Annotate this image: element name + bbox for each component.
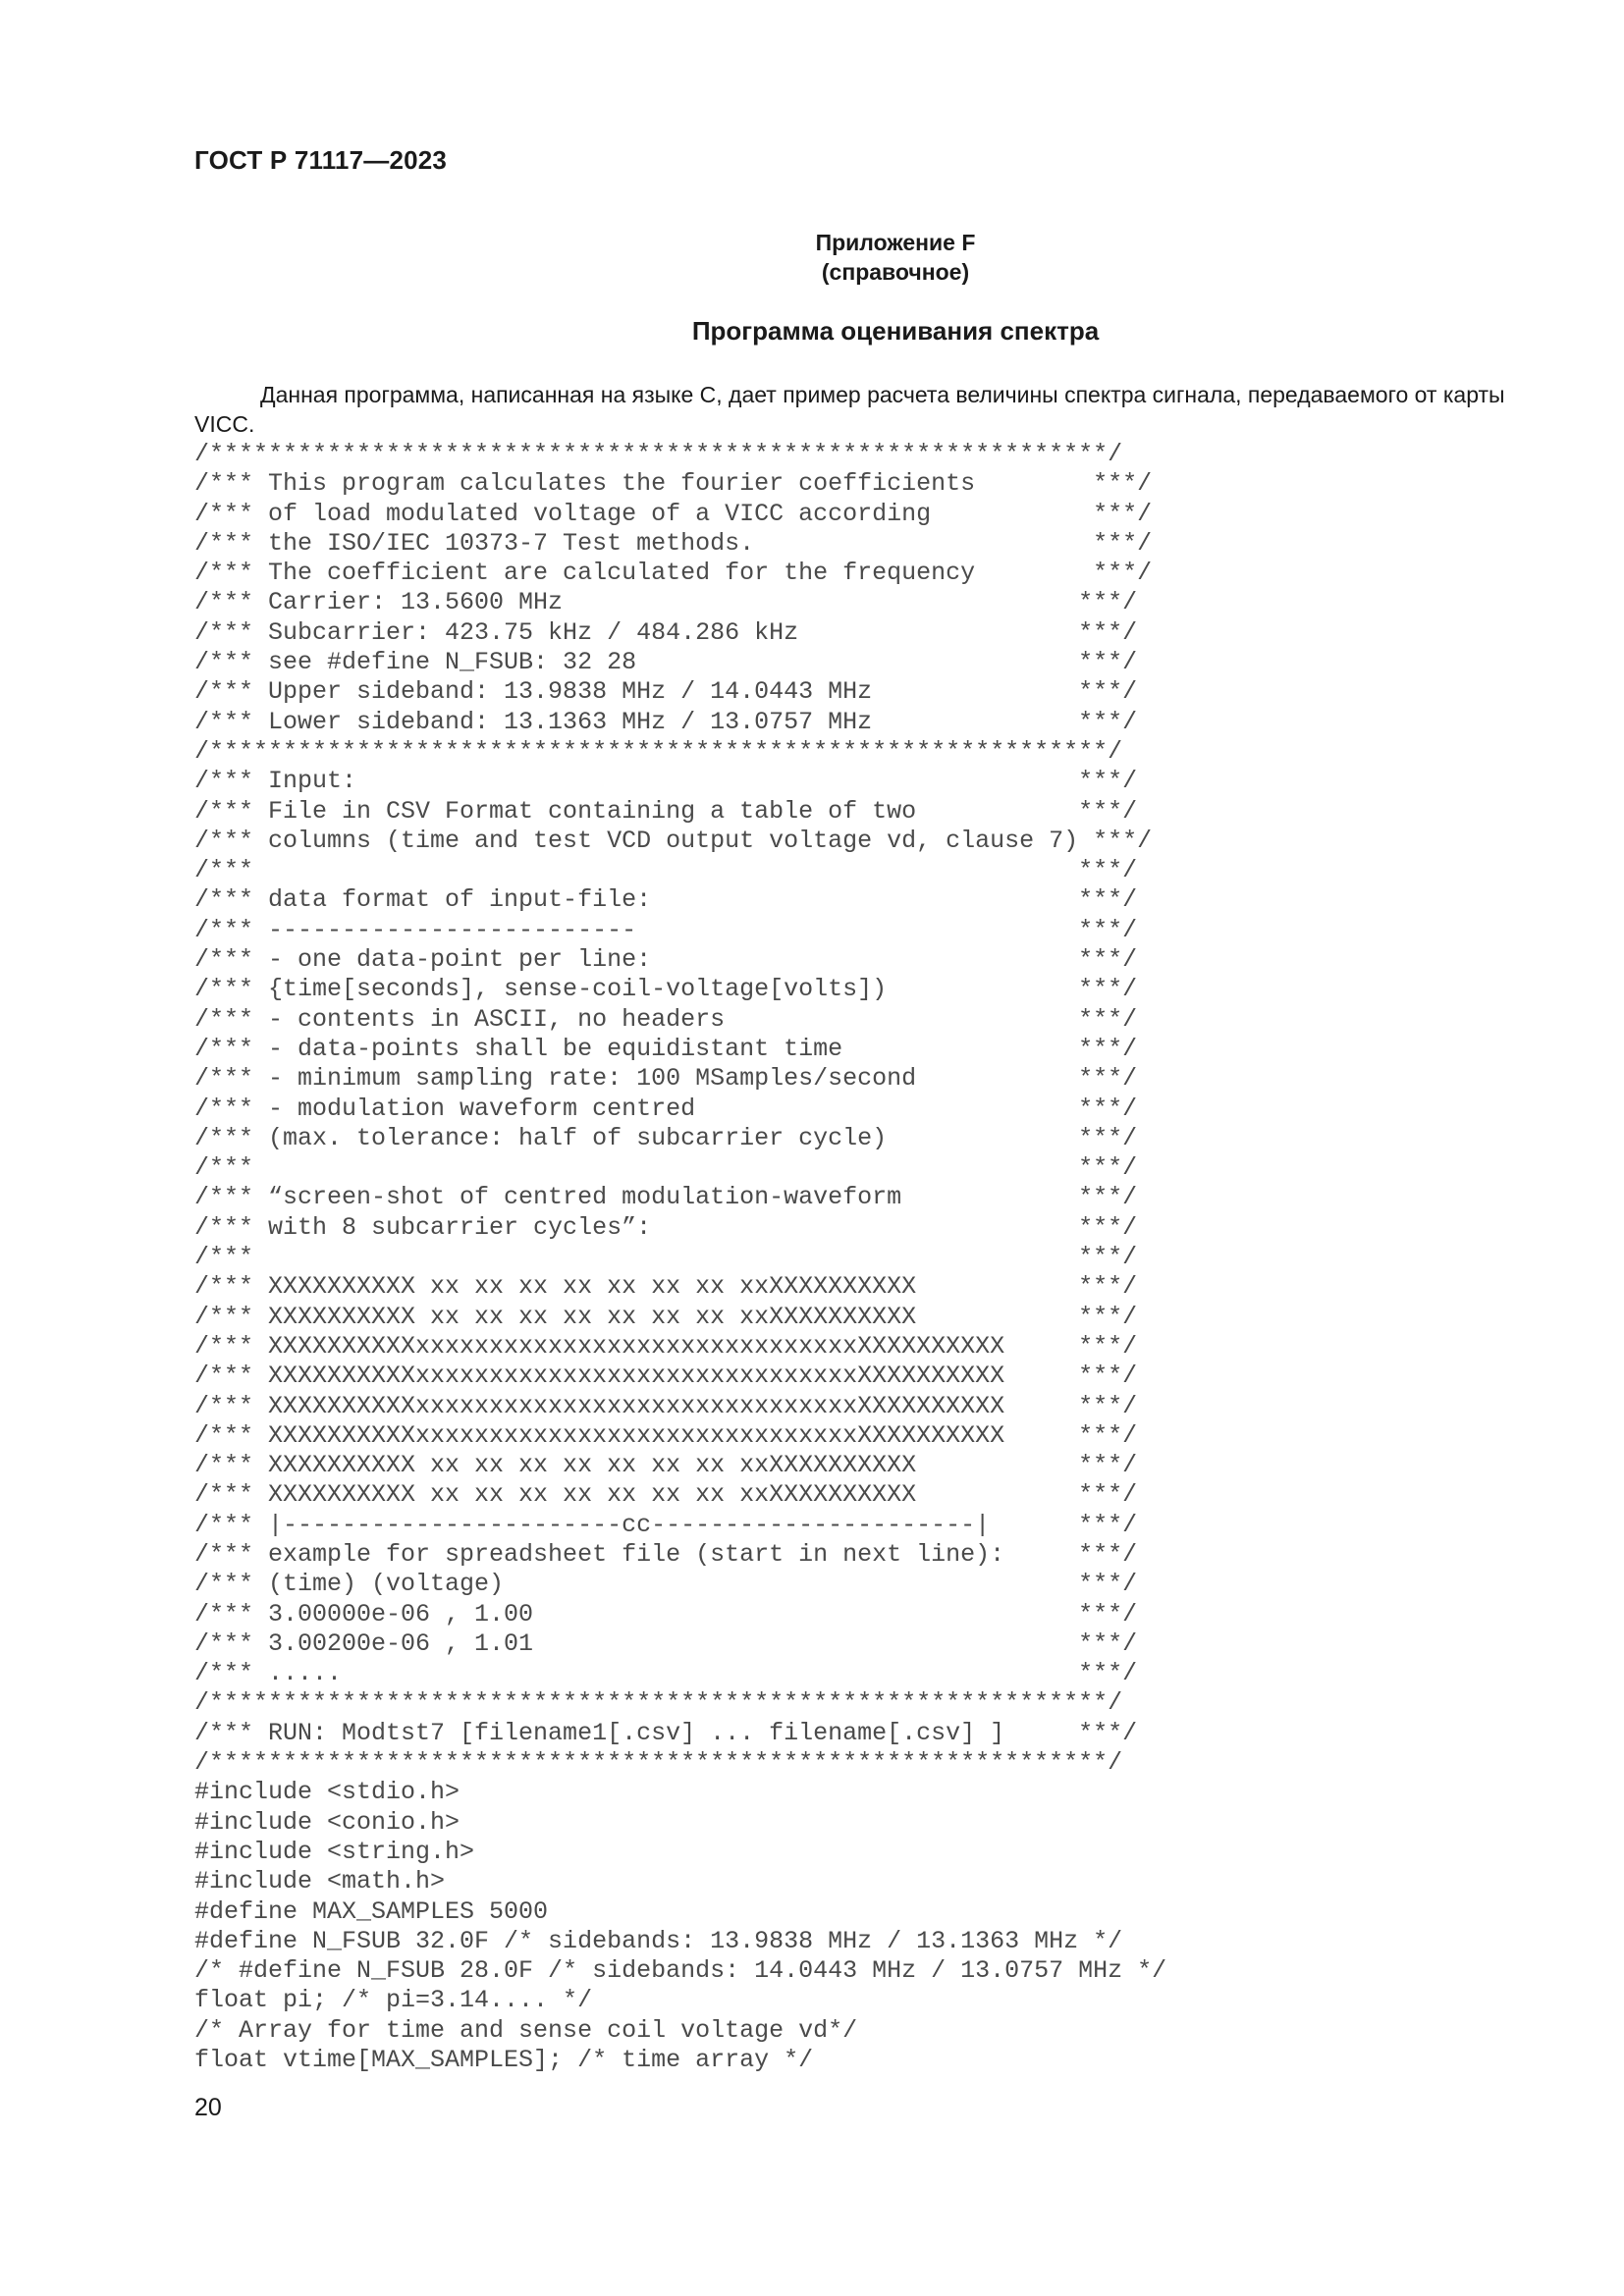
code-line: #include <string.h>	[194, 1837, 475, 1866]
code-line: /*** This program calculates the fourier coefficients ***/	[194, 469, 1153, 499]
document-header: ГОСТ Р 71117—2023	[194, 145, 448, 175]
code-line: /*** XXXXXXXXXX xx xx xx xx xx xx xx xxXXXXXXXXXX ***/	[194, 1451, 1138, 1480]
code-line: /*** the ISO/IEC 10373-7 Test methods. ***/	[194, 528, 1153, 558]
intro-paragraph	[194, 380, 1530, 439]
code-line: /*** RUN: Modtst7 [filename1[.csv] ... filename[.csv] ] ***/	[194, 1718, 1138, 1747]
code-line: /*** ***/	[194, 856, 1138, 885]
code-line: /* Array for time and sense coil voltage vd*/	[194, 2015, 858, 2045]
code-line: #define MAX_SAMPLES 5000	[194, 1896, 549, 1926]
code-line: /*** with 8 subcarrier cycles”: ***/	[194, 1212, 1138, 1242]
code-line: /*** ..... ***/	[194, 1659, 1138, 1688]
code-line: /*** XXXXXXXXXX xx xx xx xx xx xx xx xxXXXXXXXXXX ***/	[194, 1480, 1138, 1510]
annex-heading	[0, 228, 1624, 287]
code-line: #include <stdio.h>	[194, 1778, 460, 1807]
code-line: /*** XXXXXXXXXXxxxxxxxxxxxxxxxxxxxxxxxxxxxxxxXXXXXXXXXX ***/	[194, 1331, 1138, 1361]
code-line: /*** - contents in ASCII, no headers ***/	[194, 1004, 1138, 1034]
code-line: /*************************************************************/	[194, 736, 1123, 766]
code-line: /*** 3.00000e-06 , 1.00 ***/	[194, 1599, 1138, 1629]
code-line: /*** - modulation waveform centred ***/	[194, 1094, 1138, 1123]
code-line: #define N_FSUB 32.0F /* sidebands: 13.9838 MHz / 13.1363 MHz */	[194, 1926, 1123, 1955]
code-line: /*** XXXXXXXXXXxxxxxxxxxxxxxxxxxxxxxxxxxxxxxxXXXXXXXXXX ***/	[194, 1391, 1138, 1420]
code-line: /*************************************************************/	[194, 440, 1123, 468]
annex-type: (справочное)	[821, 259, 970, 285]
code-line: /*** XXXXXXXXXXxxxxxxxxxxxxxxxxxxxxxxxxxxxxxxXXXXXXXXXX ***/	[194, 1420, 1138, 1450]
code-line: /*** XXXXXXXXXX xx xx xx xx xx xx xx xxXXXXXXXXXX ***/	[194, 1272, 1138, 1302]
code-line: /*** columns (time and test VCD output voltage vd, clause 7) ***/	[194, 826, 1153, 855]
code-listing	[194, 440, 1166, 2075]
code-line: /*************************************************************/	[194, 1688, 1123, 1718]
code-line: /*** Carrier: 13.5600 MHz ***/	[194, 588, 1138, 617]
code-line: /*** “screen-shot of centred modulation-waveform ***/	[194, 1183, 1138, 1212]
code-line: /*** Subcarrier: 423.75 kHz / 484.286 kHz ***/	[194, 617, 1138, 647]
section-title: Программа оценивания спектра	[691, 316, 1100, 346]
code-line: float vtime[MAX_SAMPLES]; /* time array */	[194, 2046, 814, 2075]
code-line: /*** ------------------------- ***/	[194, 915, 1138, 944]
code-line: /*** {time[seconds], sense-coil-voltage[volts]) ***/	[194, 975, 1138, 1004]
code-line: /*** Input: ***/	[194, 767, 1138, 796]
code-line: /*** ***/	[194, 1153, 1138, 1183]
code-line: /*** - one data-point per line: ***/	[194, 945, 1138, 975]
code-line: /*** of load modulated voltage of a VICC according ***/	[194, 499, 1153, 528]
code-line: #include <conio.h>	[194, 1807, 460, 1837]
code-line: /*** XXXXXXXXXXxxxxxxxxxxxxxxxxxxxxxxxxxxxxxxXXXXXXXXXX ***/	[194, 1362, 1138, 1391]
page-number: 20	[194, 2094, 222, 2121]
code-line: /*** The coefficient are calculated for the frequency ***/	[194, 559, 1153, 588]
code-line: /*** 3.00200e-06 , 1.01 ***/	[194, 1629, 1138, 1658]
code-line: /*** (max. tolerance: half of subcarrier cycle) ***/	[194, 1123, 1138, 1152]
code-line: /*** - data-points shall be equidistant time ***/	[194, 1034, 1138, 1063]
intro-text: Данная программа, написанная на языке С, дает пример расчета величины спектра сигнала, передаваемого от карты VICC.	[194, 382, 1505, 437]
code-line: /*** - minimum sampling rate: 100 MSamples/second ***/	[194, 1064, 1138, 1094]
code-line: /*** Lower sideband: 13.1363 MHz / 13.0757 MHz ***/	[194, 707, 1138, 736]
annex-label: Приложение F	[815, 230, 976, 255]
code-line: /*** (time) (voltage) ***/	[194, 1570, 1138, 1599]
code-line: /*************************************************************/	[194, 1748, 1123, 1778]
code-line: /*** Upper sideband: 13.9838 MHz / 14.0443 MHz ***/	[194, 677, 1138, 707]
code-line: /*** example for spreadsheet file (start in next line): ***/	[194, 1539, 1138, 1569]
code-line: #include <math.h>	[194, 1867, 446, 1896]
code-line: /* #define N_FSUB 28.0F /* sidebands: 14.0443 MHz / 13.0757 MHz */	[194, 1956, 1167, 1986]
code-line: float pi; /* pi=3.14.... */	[194, 1986, 593, 2015]
code-line: /*** XXXXXXXXXX xx xx xx xx xx xx xx xxXXXXXXXXXX ***/	[194, 1302, 1138, 1331]
code-line: /*** data format of input-file: ***/	[194, 885, 1138, 915]
code-line: /*** ***/	[194, 1243, 1138, 1272]
code-line: /*** File in CSV Format containing a table of two ***/	[194, 796, 1138, 826]
code-line: /*** |-----------------------cc----------------------| ***/	[194, 1510, 1138, 1539]
code-line: /*** see #define N_FSUB: 32 28 ***/	[194, 648, 1138, 677]
